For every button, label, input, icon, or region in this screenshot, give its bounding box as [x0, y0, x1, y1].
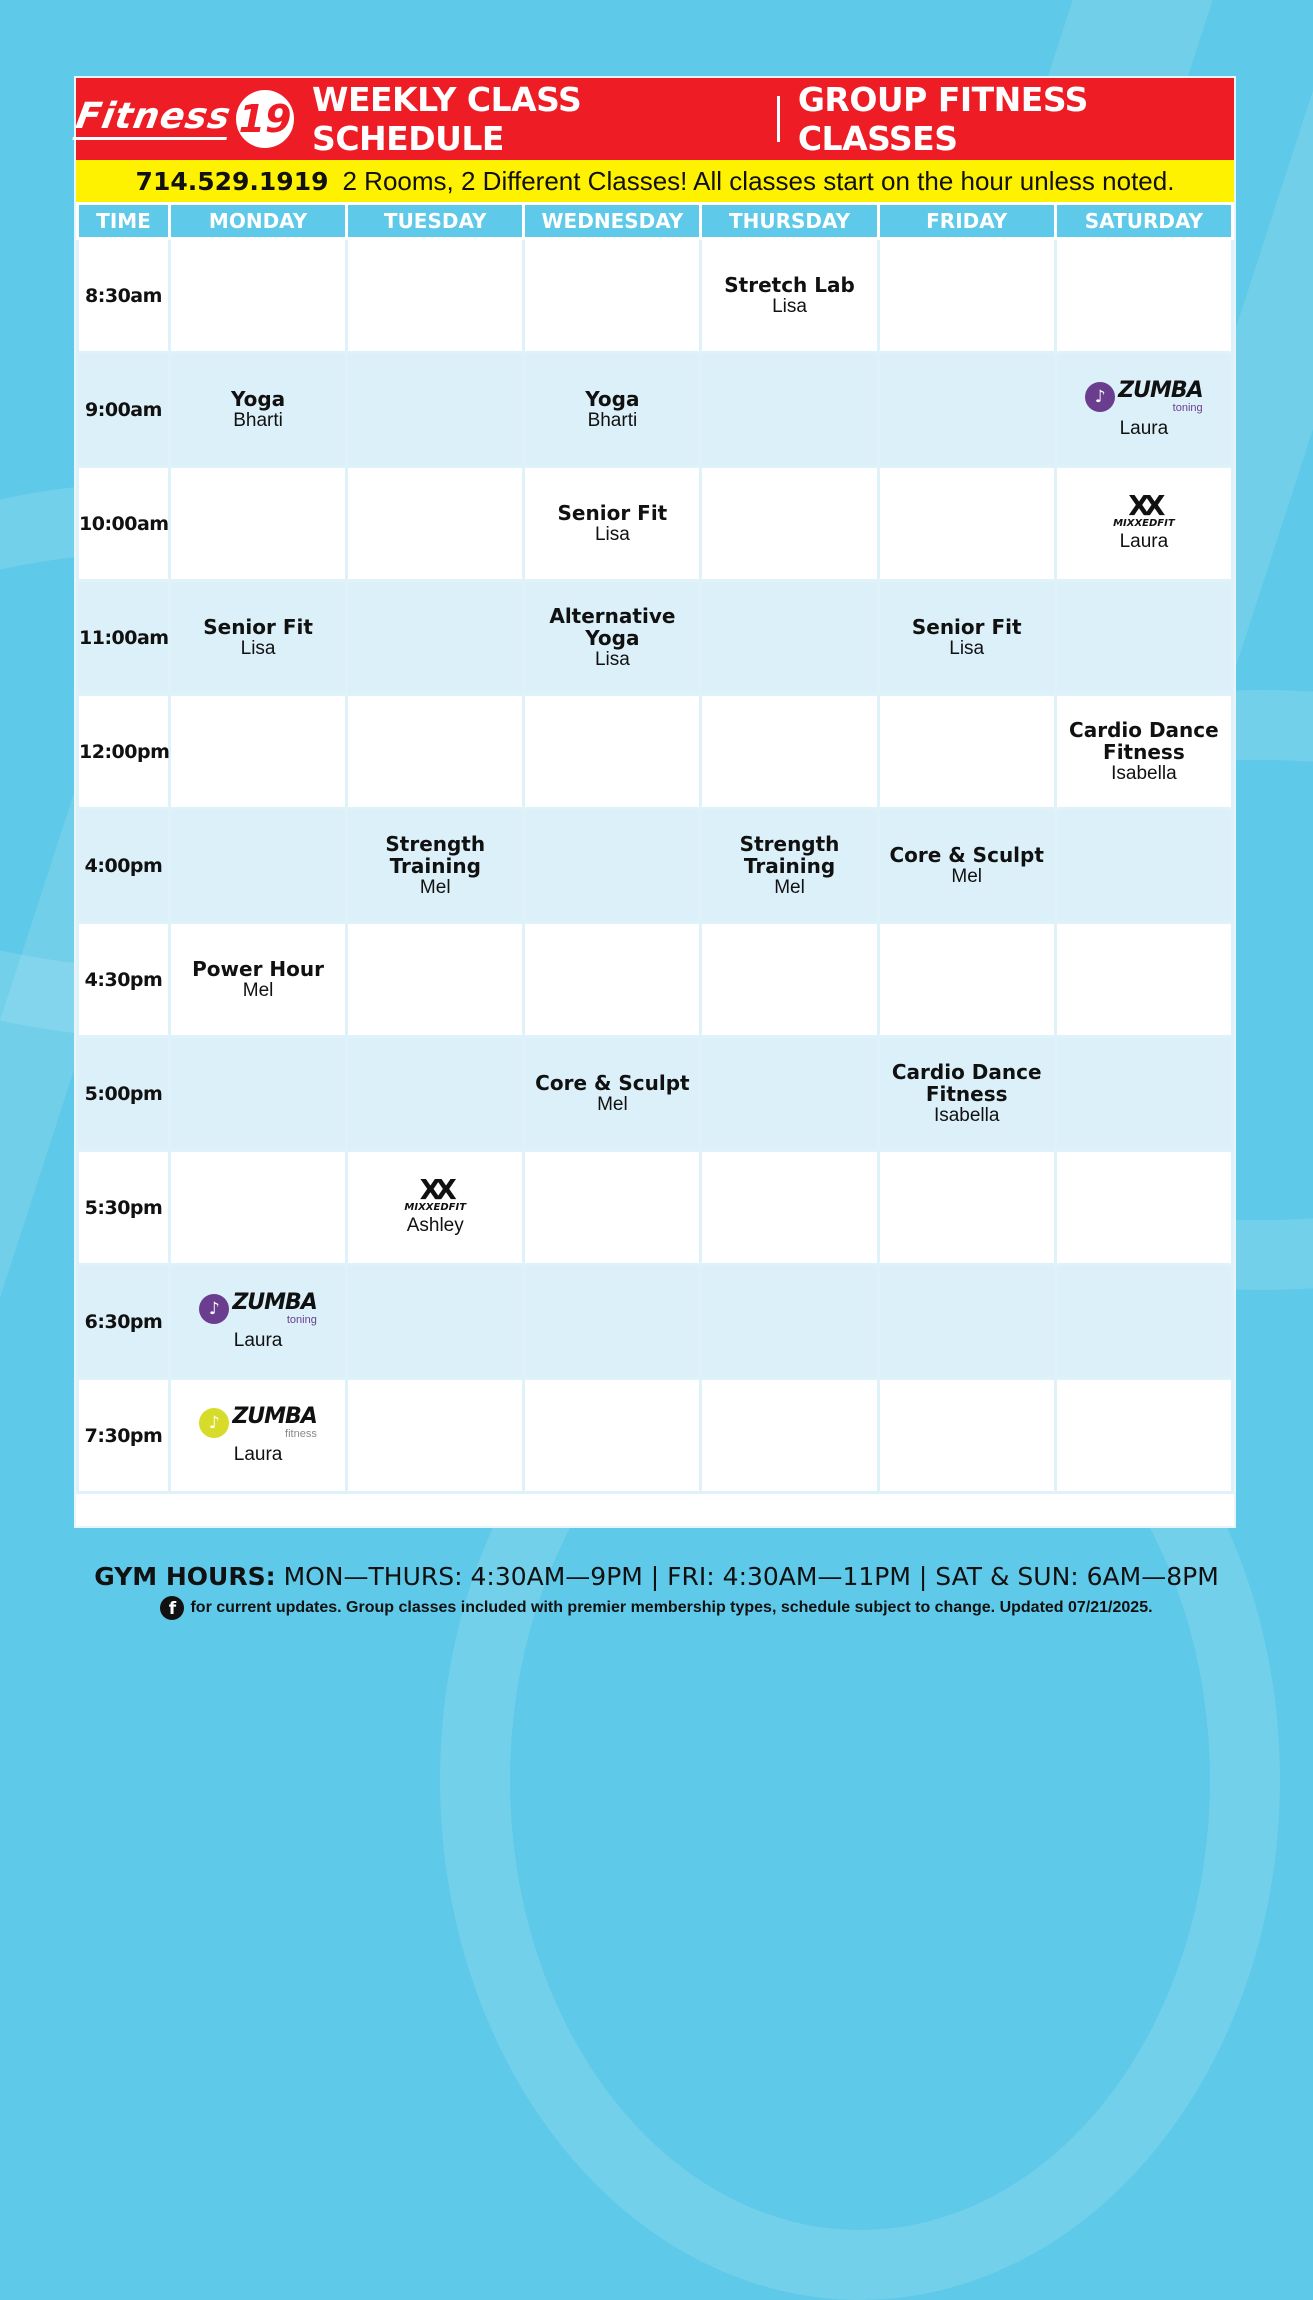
- mixxedfit-mark-icon: XX: [1128, 489, 1160, 522]
- column-header-friday: FRIDAY: [878, 204, 1055, 239]
- schedule-cell-thursday: [701, 1037, 878, 1151]
- schedule-cell-tuesday: [347, 467, 524, 581]
- page-title: WEEKLY CLASS SCHEDULE: [312, 80, 582, 158]
- schedule-cell-wednesday: [524, 239, 701, 353]
- class-instructor: Mel: [951, 865, 983, 887]
- column-header-wednesday: WEDNESDAY: [524, 204, 701, 239]
- class-instructor: Isabella: [1111, 762, 1177, 784]
- class-instructor: Lisa: [772, 295, 807, 317]
- table-row: [78, 581, 1233, 695]
- mixxedfit-word: MIXXEDFIT: [1113, 518, 1175, 529]
- schedule-cell-friday: [878, 695, 1055, 809]
- schedule-cell-friday: [878, 1379, 1055, 1493]
- banner-note: 2 Rooms, 2 Different Classes! All classes start on the hour unless noted.: [342, 165, 1175, 196]
- schedule-cell-tuesday: [347, 1379, 524, 1493]
- class-instructor: Mel: [774, 876, 805, 898]
- fitness19-logo: [72, 90, 294, 148]
- class-instructor: Mel: [419, 876, 451, 898]
- time-cell: 5:00pm: [78, 1037, 170, 1151]
- schedule-cell-saturday: [1055, 467, 1232, 581]
- zumba-dancer-icon: ♪: [1085, 382, 1115, 412]
- schedule-cell-thursday: [701, 1151, 878, 1265]
- time-cell: 5:30pm: [78, 1151, 170, 1265]
- page-subtitle: GROUP FITNESS CLASSES: [797, 80, 1088, 158]
- gym-hours: [0, 1562, 1313, 1591]
- class-instructor: Lisa: [594, 523, 630, 545]
- schedule-cell-friday: [878, 809, 1055, 923]
- class-instructor: Laura: [1119, 531, 1169, 552]
- schedule-cell-wednesday: [524, 1265, 701, 1379]
- class-instructor: Mel: [597, 1093, 628, 1115]
- schedule-cell-monday: [170, 467, 347, 581]
- schedule-cell-wednesday: [524, 923, 701, 1037]
- class-name: Strength Training: [739, 831, 840, 878]
- schedule-cell-monday: [170, 1037, 347, 1151]
- time-cell: 8:30am: [78, 239, 170, 353]
- schedule-cell-saturday: [1055, 923, 1232, 1037]
- zumba-variant: fitness: [285, 1427, 317, 1440]
- schedule-cell-friday: [878, 353, 1055, 467]
- schedule-cell-monday: [170, 695, 347, 809]
- column-header-time: TIME: [78, 204, 170, 239]
- info-banner: [76, 160, 1234, 202]
- class-instructor: Laura: [233, 1329, 283, 1351]
- class-instructor: Ashley: [406, 1215, 464, 1236]
- footer-note: [0, 1596, 1313, 1620]
- table-row: [78, 923, 1233, 1037]
- mixxedfit-word: MIXXEDFIT: [404, 1202, 467, 1213]
- table-row: [78, 467, 1233, 581]
- schedule-cell-thursday: [701, 581, 878, 695]
- column-header-monday: MONDAY: [170, 204, 347, 239]
- schedule-cell-friday: [878, 239, 1055, 353]
- schedule-cell-saturday: [1055, 353, 1232, 467]
- schedule-cell-tuesday: [347, 581, 524, 695]
- class-instructor: Laura: [233, 1443, 283, 1465]
- time-cell: 10:00am: [78, 467, 170, 581]
- class-instructor: Mel: [242, 979, 274, 1001]
- schedule-cell-thursday: [701, 1379, 878, 1493]
- table-row: [78, 1265, 1233, 1379]
- class-name: Cardio Dance Fitness: [1069, 717, 1219, 764]
- zumba-word: ZUMBA: [232, 1403, 317, 1429]
- schedule-cell-monday: [170, 1379, 347, 1493]
- table-row: [78, 695, 1233, 809]
- schedule-cell-tuesday: [347, 695, 524, 809]
- time-cell: 4:00pm: [78, 809, 170, 923]
- class-name: Yoga: [585, 386, 640, 411]
- class-name: Core & Sculpt: [889, 842, 1044, 867]
- time-cell: 7:30pm: [78, 1379, 170, 1493]
- schedule-cell-tuesday: [347, 239, 524, 353]
- zumba-wordmark: [232, 1289, 317, 1326]
- schedule-cell-wednesday: [524, 1151, 701, 1265]
- logo-wordmark: Fitness: [72, 99, 233, 140]
- schedule-header: [72, 78, 1234, 160]
- facebook-icon[interactable]: f: [160, 1596, 184, 1620]
- schedule-cell-wednesday: [524, 695, 701, 809]
- schedule-cell-monday: [170, 923, 347, 1037]
- class-name: Stretch Lab: [724, 272, 855, 297]
- mixxedfit-mark-icon: XX: [419, 1173, 451, 1206]
- class-instructor: Bharti: [587, 409, 638, 431]
- class-instructor: Bharti: [233, 409, 283, 431]
- zumba-logo: [199, 1289, 317, 1326]
- time-cell: 9:00am: [78, 353, 170, 467]
- schedule-cell-friday: [878, 467, 1055, 581]
- schedule-cell-tuesday: [347, 1037, 524, 1151]
- schedule-cell-wednesday: [524, 1037, 701, 1151]
- class-name: Power Hour: [192, 956, 324, 981]
- class-name: Core & Sculpt: [535, 1070, 690, 1095]
- schedule-cell-wednesday: [524, 1379, 701, 1493]
- schedule-cell-wednesday: [524, 467, 701, 581]
- schedule-cell-saturday: [1055, 1037, 1232, 1151]
- class-name: Yoga: [230, 386, 286, 411]
- class-name: Senior Fit: [203, 614, 313, 639]
- table-row: [78, 239, 1233, 353]
- schedule-cell-saturday: [1055, 239, 1232, 353]
- phone-number: 714.529.1919: [135, 166, 329, 196]
- zumba-wordmark: [232, 1403, 317, 1440]
- schedule-cell-thursday: [701, 809, 878, 923]
- time-cell: 12:00pm: [78, 695, 170, 809]
- mixxedfit-logo: [404, 1173, 467, 1213]
- class-instructor: Laura: [1119, 417, 1169, 439]
- schedule-cell-tuesday: [347, 923, 524, 1037]
- class-name: Senior Fit: [911, 614, 1022, 639]
- schedule-cell-thursday: [701, 353, 878, 467]
- schedule-cell-monday: [170, 809, 347, 923]
- class-instructor: Isabella: [933, 1104, 1000, 1126]
- schedule-cell-friday: [878, 1265, 1055, 1379]
- zumba-logo: [199, 1403, 317, 1440]
- schedule-cell-tuesday: [347, 1151, 524, 1265]
- logo-badge: 19: [236, 90, 294, 148]
- footer-note-text: for current updates. Group classes included with premier membership types, schedule subject to change. Updated 07/21/2025.: [190, 1599, 1153, 1616]
- schedule-cell-monday: [170, 1265, 347, 1379]
- time-cell: 11:00am: [78, 581, 170, 695]
- table-row: [78, 1151, 1233, 1265]
- class-name: Strength Training: [385, 831, 486, 878]
- schedule-cell-thursday: [701, 467, 878, 581]
- schedule-cell-monday: [170, 1151, 347, 1265]
- schedule-cell-saturday: [1055, 581, 1232, 695]
- time-cell: 4:30pm: [78, 923, 170, 1037]
- header-divider: [777, 96, 780, 142]
- schedule-cell-thursday: [701, 1265, 878, 1379]
- schedule-cell-friday: [878, 581, 1055, 695]
- schedule-cell-friday: [878, 1151, 1055, 1265]
- schedule-cell-monday: [170, 239, 347, 353]
- mixxedfit-logo: [1113, 489, 1175, 529]
- table-row: [78, 1037, 1233, 1151]
- class-name: Alternative Yoga: [549, 603, 676, 650]
- schedule-cell-tuesday: [347, 1265, 524, 1379]
- gym-hours-text: MON—THURS: 4:30AM—9PM | FRI: 4:30AM—11PM | SAT & SUN: 6AM—8PM: [283, 1562, 1219, 1591]
- column-header-thursday: THURSDAY: [701, 204, 878, 239]
- zumba-dancer-icon: ♪: [199, 1294, 229, 1324]
- column-header-saturday: SATURDAY: [1055, 204, 1232, 239]
- class-instructor: Lisa: [949, 637, 985, 659]
- table-header-row: [78, 204, 1233, 239]
- schedule-cell-tuesday: [347, 353, 524, 467]
- schedule-cell-saturday: [1055, 809, 1232, 923]
- schedule-cell-saturday: [1055, 1151, 1232, 1265]
- schedule-cell-saturday: [1055, 695, 1232, 809]
- schedule-cell-saturday: [1055, 1265, 1232, 1379]
- class-name: Cardio Dance Fitness: [891, 1059, 1042, 1106]
- zumba-word: ZUMBA: [232, 1289, 317, 1315]
- schedule-cell-friday: [878, 1037, 1055, 1151]
- zumba-variant: toning: [286, 1313, 317, 1326]
- schedule-cell-friday: [878, 923, 1055, 1037]
- gym-hours-label: GYM HOURS:: [94, 1562, 276, 1591]
- schedule-cell-monday: [170, 353, 347, 467]
- schedule-cell-thursday: [701, 695, 878, 809]
- table-row: [78, 353, 1233, 467]
- zumba-dancer-icon: ♪: [199, 1408, 229, 1438]
- schedule-cell-wednesday: [524, 581, 701, 695]
- zumba-wordmark: [1118, 377, 1203, 414]
- column-header-tuesday: TUESDAY: [347, 204, 524, 239]
- zumba-word: ZUMBA: [1118, 377, 1203, 403]
- schedule-table: [76, 202, 1234, 1494]
- class-instructor: Lisa: [240, 637, 276, 659]
- schedule-cell-thursday: [701, 239, 878, 353]
- schedule-cell-tuesday: [347, 809, 524, 923]
- table-row: [78, 1379, 1233, 1493]
- schedule-cell-saturday: [1055, 1379, 1232, 1493]
- schedule-cell-thursday: [701, 923, 878, 1037]
- schedule-cell-monday: [170, 581, 347, 695]
- schedule-cell-wednesday: [524, 809, 701, 923]
- zumba-logo: [1085, 377, 1203, 414]
- time-cell: 6:30pm: [78, 1265, 170, 1379]
- zumba-variant: toning: [1172, 401, 1203, 414]
- class-name: Senior Fit: [557, 500, 668, 525]
- table-row: [78, 809, 1233, 923]
- schedule-cell-wednesday: [524, 353, 701, 467]
- class-instructor: Lisa: [594, 648, 630, 670]
